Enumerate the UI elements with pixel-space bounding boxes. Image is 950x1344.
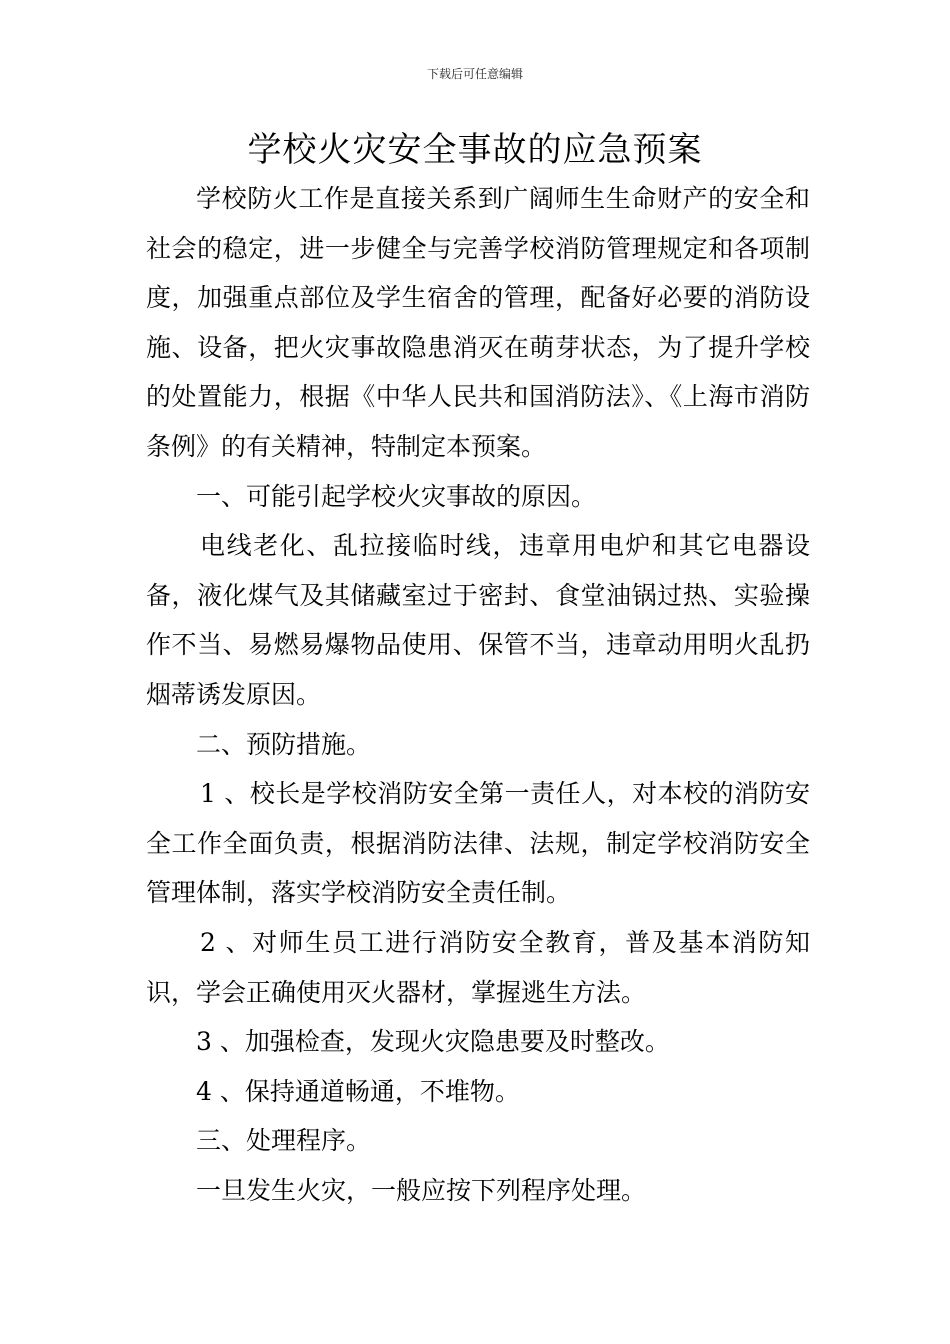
heading-prevention: 二、预防措施。 [196, 729, 372, 759]
paragraph-prevention-4: 4 、保持通道畅通，不堆物。 [196, 1076, 520, 1106]
document-body [146, 174, 810, 1215]
heading-procedure: 三、处理程序。 [196, 1126, 372, 1156]
paragraph-prevention-1: 1 、校长是学校消防安全第一责任人，对本校的消防安全工作全面负责，根据消防法律、法规，制定学校消防安全管理体制，落实学校消防安全责任制。 [146, 779, 810, 908]
paragraph-procedure: 一旦发生火灾，一般应按下列程序处理。 [196, 1175, 647, 1205]
paragraph-prevention-3: 3 、加强检查，发现火灾隐患要及时整改。 [196, 1027, 670, 1057]
paragraph-causes: 电线老化、乱拉接临时线，违章用电炉和其它电器设备，液化煤气及其储藏室过于密封、食堂油锅过热、实验操作不当、易燃易爆物品使用、保管不当，违章动用明火乱扔烟蒂诱发原因。 [146, 531, 810, 709]
header-note: 下载后可任意编辑 [426, 67, 523, 81]
heading-causes: 一、可能引起学校火灾事故的原因。 [196, 481, 597, 511]
paragraph-prevention-2: 2 、对师生员工进行消防安全教育，普及基本消防知识，学会正确使用灭火器材，掌握逃生方法。 [146, 927, 810, 1007]
paragraph-intro: 学校防火工作是直接关系到广阔师生生命财产的安全和社会的稳定，进一步健全与完善学校消防管理规定和各项制度，加强重点部位及学生宿舍的管理，配备好必要的消防设施、设备，把火灾事故隐患消灭在萌芽状态，为了提升学校的处置能力，根据《中华人民共和国消防法》、《上海市消防条例》的有关精神，特制定本预案。 [146, 184, 810, 461]
document-title: 学校火灾安全事故的应急预案 [247, 130, 703, 170]
